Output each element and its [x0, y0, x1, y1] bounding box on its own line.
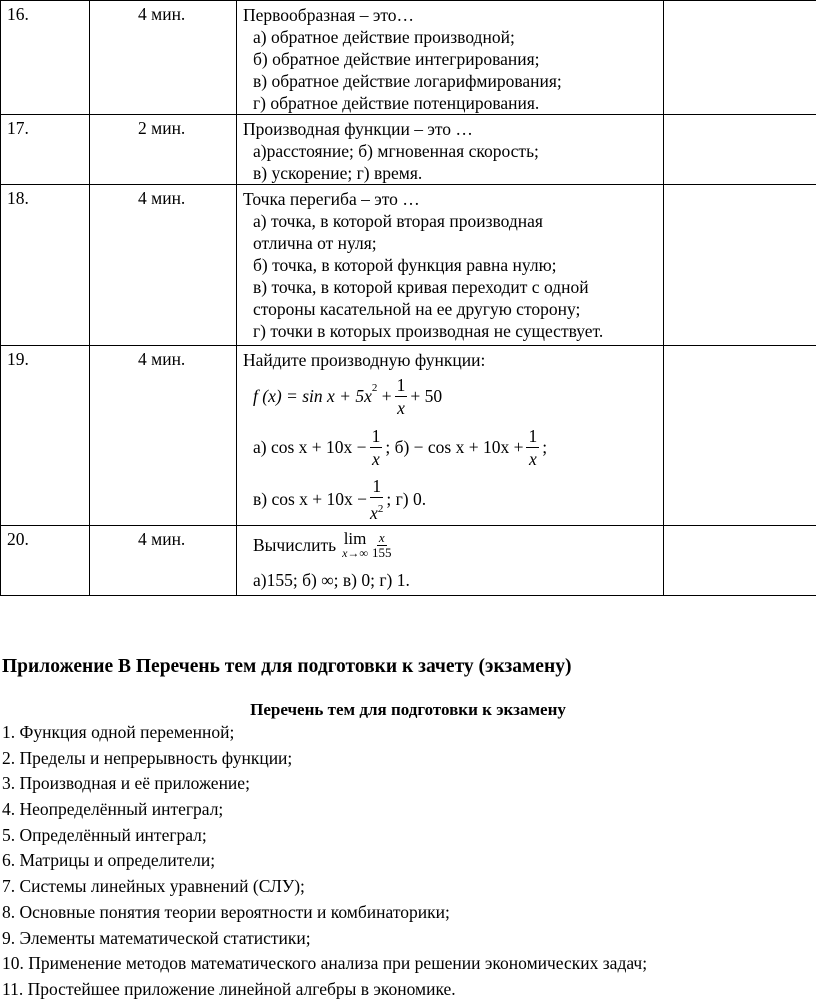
question-text: Найдите производную функции: [243, 349, 659, 371]
question-cell [237, 115, 664, 185]
fraction: $\frac{1}{x^2}$ [370, 475, 383, 524]
table-row [1, 526, 816, 596]
row-time: 4 мин. [90, 526, 237, 596]
fraction: $\frac{1}{x}$ [526, 425, 539, 470]
limit-symbol: lim x→∞ [342, 531, 368, 559]
answer-option: отлична от нуля; [253, 232, 659, 254]
answer-option: а) cos x + 10x − $\frac{1}{x}$ ; б) − cos x + 10x + $\frac{1}{x}$ ; [253, 421, 659, 473]
answer-option: г) обратное действие потенцирования. [253, 92, 659, 114]
answer-option: в) ускорение; г) время. [253, 162, 659, 184]
fraction: $\frac{1}{x}$ [370, 425, 383, 470]
list-item: 3. Производная и её приложение; [0, 772, 647, 798]
appendix-title: Приложение В Перечень тем для подготовки к зачету (экзамену) [2, 656, 571, 678]
table-row [1, 346, 816, 526]
question-text: Точка перегиба – это … [243, 188, 659, 210]
row-number: 16. [1, 1, 90, 115]
section-subtitle: Перечень тем для подготовки к экзамену [0, 700, 816, 720]
list-item: 11. Простейшее приложение линейной алгебры в экономике. [0, 978, 647, 1004]
answer-option: б) обратное действие интегрирования; [253, 48, 659, 70]
table-row [1, 185, 816, 346]
row-time: 4 мин. [90, 346, 237, 526]
answer-option: а)расстояние; б) мгновенная скорость; [253, 140, 659, 162]
limit-question [253, 529, 659, 561]
question-text: Первообразная – это… [243, 4, 659, 26]
table-row [1, 1, 816, 115]
function-formula: f (x) = sin x + 5x $^2$ + $\frac{1}{x}$ + 50 [253, 371, 659, 421]
list-item: 10. Применение методов математического анализа при решении экономических задач; [0, 952, 647, 978]
empty-cell [664, 115, 816, 185]
question-text: Производная функции – это … [243, 118, 659, 140]
answer-options: а)155; б) ∞; в) 0; г) 1. [253, 569, 659, 591]
list-item: 6. Матрицы и определители; [0, 849, 647, 875]
answer-option: стороны касательной на ее другую сторону; [253, 298, 659, 320]
fraction: x 155 [372, 531, 392, 560]
table-row [1, 115, 816, 185]
list-item: 1. Функция одной переменной; [0, 721, 647, 747]
list-item: 8. Основные понятия теории вероятности и комбинаторики; [0, 901, 647, 927]
answer-option: б) точка, в которой функция равна нулю; [253, 254, 659, 276]
list-item: 2. Пределы и непрерывность функции; [0, 747, 647, 773]
answer-option: в) обратное действие логарифмирования; [253, 70, 659, 92]
row-number: 17. [1, 115, 90, 185]
row-number: 20. [1, 526, 90, 596]
question-cell [237, 185, 664, 346]
question-cell [237, 346, 664, 526]
question-cell [237, 526, 664, 596]
answer-option: а) точка, в которой вторая производная [253, 210, 659, 232]
empty-cell [664, 1, 816, 115]
empty-cell [664, 346, 816, 526]
list-item: 9. Элементы математической статистики; [0, 927, 647, 953]
answer-option: в) cos x + 10x − $\frac{1}{x^2}$ ; г) 0. [253, 473, 659, 525]
question-text: Вычислить [253, 534, 336, 556]
answer-option: г) точки в которых производная не существует. [253, 320, 659, 342]
row-time: 2 мин. [90, 115, 237, 185]
topics-list [0, 721, 647, 1004]
row-number: 18. [1, 185, 90, 346]
answer-option: в) точка, в которой кривая переходит с одной [253, 276, 659, 298]
empty-cell [664, 526, 816, 596]
list-item: 7. Системы линейных уравнений (СЛУ); [0, 875, 647, 901]
list-item: 4. Неопределённый интеграл; [0, 798, 647, 824]
row-time: 4 мин. [90, 1, 237, 115]
question-cell [237, 1, 664, 115]
fraction: $\frac{1}{x}$ [395, 374, 408, 419]
row-time: 4 мин. [90, 185, 237, 346]
list-item: 5. Определённый интеграл; [0, 824, 647, 850]
answer-option: а) обратное действие производной; [253, 26, 659, 48]
row-number: 19. [1, 346, 90, 526]
empty-cell [664, 185, 816, 346]
